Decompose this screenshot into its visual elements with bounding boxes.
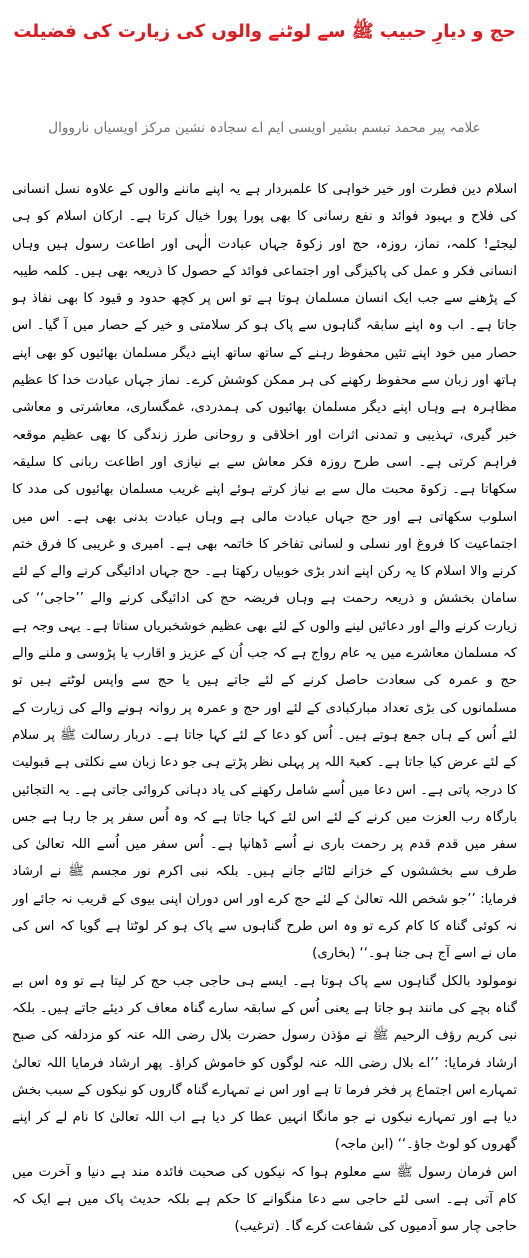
- paragraph: اسلام دین فطرت اور خیر خواہی کا علمبردار ہے یہ اپنے ماننے والوں کے علاوہ نسل انسانی کی فلاح و بہبود فوائد و نفع رسانی کا بھی پورا پورا خیال کرتا ہے۔ ارکان اسلام کو ہی لیجئے! کلمہ، نماز، روزہ، حج اور زکوۃ جہاں عبادت الٰہی اور اطاعت رسول ہیں وہاں انسانی فکر و عمل کی پاکیزگی اور اجتماعی فوائد کے حصول کا ذریعہ بھی ہیں۔ کلمہ طیبہ کے پڑھنے سے جب ایک انسان مسلمان ہوتا ہے تو اس پر کچھ حدود و قیود کا بھی نفاذ ہو جاتا ہے۔ اب وہ اپنے سابقہ گناہوں سے پاک ہو کر سلامتی و خیر کے حصار میں آ گیا۔ اس حصار میں خود اپنے تئیں محفوظ رہنے کے ساتھ ساتھ اپنے دیگر مسلمان بھائیوں کو بھی اپنے ہاتھ اور زبان سے محفوظ رکھنے کی ہر ممکن کوشش کرے۔ نماز جہاں عبادت خدا کا عظیم مظاہرہ ہے وہاں اپنے دیگر مسلمان بھائیوں کی ہمدردی، غمگساری، معاشرتی و معاشی خبر گیری، تہذیبی و تمدنی اثرات اور اخلاقی و روحانی طرز زندگی کا بھی عظیم موقعہ فراہم کرتی ہے۔ اسی طرح روزہ فکر معاش سے بے نیازی اور اطاعت ربانی کا سلیقہ سکھاتا ہے۔ زکوۃ محبت مال سے بے نیاز کرتے ہوئے اپنے غریب مسلمان بھائیوں کی مدد کا اسلوب سکھاتی ہے اور حج جہاں عبادت مالی ہے وہاں عبادت بدنی بھی ہے۔ اس میں اجتماعیت کا فروغ اور نسلی و لسانی تفاخر کا خاتمہ بھی ہے۔ امیری و غریبی کا فرق ختم کرنے والا اسلام کا یہ رکن اپنے اندر بڑی خوبیاں رکھتا ہے۔ حج جہاں ادائیگی کرنے والے کے لئے سامان بخشش و ذریعہ رحمت ہے وہاں فریضہ حج کی ادائیگی کرنے والے ’’حاجی‘‘ کی زیارت کرنے والے اور دعائیں لینے والوں کے لئے بھی عظیم خوشخبریاں سناتا ہے۔ یہی وجہ ہے کہ مسلمان معاشرے میں یہ عام رواج ہے کہ جب اُن کے عزیز و اقارب یا پڑوسی و ملنے والے حج و عمرہ کی سعادت حاصل کرنے کے لئے جاتے ہیں یا حج سے واپس لوٹتے ہیں تو مسلمانوں کی بڑی تعداد مبارکبادی کے لئے اور حج و عمرہ پر روانہ ہونے والے کی زیارت کے لئے اُس کے ہاں جمع ہوتے ہیں۔ اُس کو دعا کے لئے کہا جاتا ہے۔ دربار رسالت ﷺ پر سلام کے لئے عرض کیا جاتا ہے۔ کعبۃ اللہ پر پہلی نظر پڑتے ہی جو دعا زبان سے نکلتی ہے قبولیت کا درجہ پاتی ہے۔ اس دعا میں اُسے شامل رکھنے کی یاد دہانی کروائی جاتی ہے۔ یہ التجائیں بارگاہ رب العزت میں کرنے کے لئے اس لئے کہا جاتا ہے کہ وہ اُس سفر پر جا رہا ہے جس سفر میں قدم قدم پر رحمت باری نے اُسے ڈھانپا ہے۔ اُس سفر میں اُسے اللہ تعالیٰ کی طرف سے بخششوں کے خزانے لٹائے جانے ہیں۔ بلکہ نبی اکرم نور مجسم ﷺ نے ارشاد فرمایا: ’’جو شخص اللہ تعالیٰ کے لئے حج کرے اور اس دوران اپنی بیوی کے قریب نہ جائے اور نہ کوئی گناہ کا کام کرے تو وہ اس طرح گناہوں سے پاک ہو کر لوٹتا ہے گویا کہ اس کی ماں نے اسے آج ہی جنا ہو۔‘‘ (بخاری): [12, 182, 517, 962]
- paragraph: نومولود بالکل گناہوں سے پاک ہوتا ہے۔ ایسے ہی حاجی جب حج کر لیتا ہے تو وہ اس بے گناہ بچے کی مانند ہو جاتا ہے یعنی اُس کے سابقہ سارے گناہ معاف کر دیئے جاتے ہیں۔ بلکہ نبی کریم رؤف الرحیم ﷺ نے مؤذن رسول حضرت بلال رضی اللہ عنہ کو مزدلفہ کی صبح ارشاد فرمایا: ’’اے بلال رضی اللہ عنہ لوگوں کو خاموش کراؤ۔ پھر ارشاد فرمایا اللہ تعالیٰ تمہارے اس اجتماع پر فخر فرما تا ہے اور اس نے تمہارے گناہ گاروں کو نیکوں کے سبب بخش دیا ہے اور تمہارے نیکوں نے جو مانگا انہیں عطا کر دیا ہے اب اللہ تعالیٰ کا نام لے کر اپنے گھروں کو لوٹ جاؤ۔‘‘ (ابن ماجہ): [12, 973, 517, 1153]
- author-byline: علامہ پیر محمد تبسم بشیر اویسی ایم اے سجادہ نشین مرکز اویسیاں نارووال: [48, 120, 481, 136]
- article-title: حج و دیارِ حبیب ﷺ سے لوٹنے والوں کی زیارت کی فضیلت: [13, 21, 516, 42]
- paragraph: اس فرمان رسول ﷺ سے معلوم ہوا کہ نیکوں کی صحبت فائدہ مند ہے دنیا و آخرت میں کام آتی ہے۔ اسی لئے حاجی سے دعا منگوانے کا حکم ہے بلکہ حدیث پاک میں ہے ایک کہ حاجی چار سو آدمیوں کی شفاعت کرے گا۔ (ترغیب): [12, 1164, 517, 1235]
- article-body: [12, 176, 517, 1252]
